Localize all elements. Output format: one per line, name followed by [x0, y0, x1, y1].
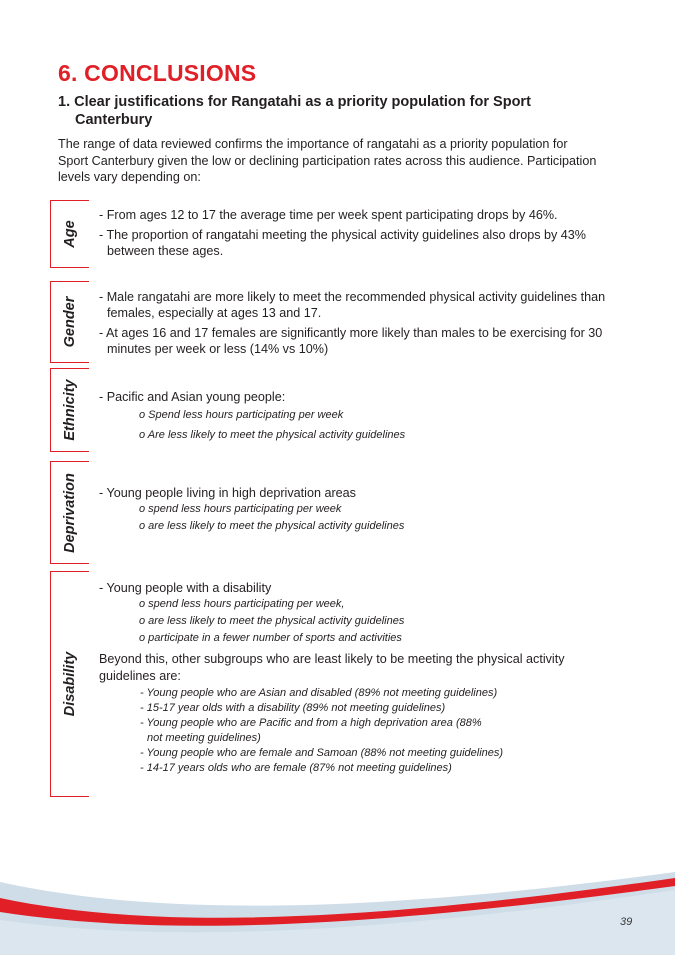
- deprivation-content: [99, 485, 629, 535]
- disability-label: Disability: [62, 651, 78, 717]
- subgroup-item: - Young people who are Asian and disabled (89% not meeting guidelines): [140, 687, 498, 699]
- subgroups-paragraph: Beyond this, other subgroups who are least likely to be meeting the physical activity guidelines are:: [99, 652, 565, 683]
- deprivation-label-box: [50, 461, 89, 564]
- page-title: 6. CONCLUSIONS: [58, 60, 257, 86]
- age-label: Age: [62, 220, 78, 248]
- intro-paragraph: The range of data reviewed confirms the importance of rangatahi as a priority population for Sport Canterbury given the low or declining participation rates across this audience. Participation levels vary depending on:: [58, 137, 597, 184]
- sub-list-item: o are less likely to meet the physical activity guidelines: [139, 615, 405, 627]
- ethnicity-content: [99, 389, 629, 445]
- sub-list-item: o participate in a fewer number of sports and activities: [139, 632, 402, 644]
- ethnicity-label-box: [50, 368, 89, 452]
- disability-label-box: [50, 571, 89, 797]
- footer-wave-decoration: [0, 860, 675, 955]
- list-item: - From ages 12 to 17 the average time per week spent participating drops by 46%.: [99, 208, 558, 222]
- subgroup-item: - Young people who are Pacific and from a high deprivation area (88% not meeting guidelines): [140, 717, 482, 744]
- sub-list-item: o Spend less hours participating per week: [139, 409, 344, 421]
- sub-list-item: o are less likely to meet the physical activity guidelines: [139, 520, 405, 532]
- list-item: - Pacific and Asian young people:: [99, 390, 286, 404]
- age-label-box: [50, 200, 89, 268]
- page-number: 39: [620, 916, 633, 928]
- gender-content: [99, 289, 629, 357]
- list-item: - Young people living in high deprivation areas: [99, 486, 356, 500]
- subheading-line2: Canterbury: [75, 112, 153, 128]
- subheading-line1: Clear justifications for Rangatahi as a priority population for Sport: [74, 94, 531, 110]
- ethnicity-label: Ethnicity: [62, 379, 78, 441]
- list-item: - Young people with a disability: [99, 581, 272, 595]
- age-content: [99, 207, 629, 259]
- sub-list-item: o Are less likely to meet the physical activity guidelines: [139, 429, 406, 441]
- sub-list-item: o spend less hours participating per week,: [139, 598, 345, 610]
- section-subheading: [58, 93, 618, 129]
- subgroup-item: - Young people who are female and Samoan (88% not meeting guidelines): [140, 747, 504, 759]
- disability-content: [99, 580, 629, 776]
- subheading-number: 1.: [58, 94, 71, 110]
- gender-label: Gender: [62, 296, 78, 348]
- subgroup-item: - 14-17 years olds who are female (87% not meeting guidelines): [140, 762, 452, 774]
- list-item: - Male rangatahi are more likely to meet the recommended physical activity guidelines than females, especially at ages 13 and 17.: [99, 290, 606, 320]
- gender-label-box: [50, 281, 89, 363]
- subgroup-item: - 15-17 year olds with a disability (89% not meeting guidelines): [140, 702, 446, 714]
- list-item: - The proportion of rangatahi meeting the physical activity guidelines also drops by 43% between these ages.: [99, 228, 587, 258]
- list-item: - At ages 16 and 17 females are significantly more likely than males to be exercising for 30 minutes per week or less (14% vs 10%): [99, 326, 603, 356]
- sub-list-item: o spend less hours participating per week: [139, 503, 342, 515]
- deprivation-label: Deprivation: [62, 472, 78, 553]
